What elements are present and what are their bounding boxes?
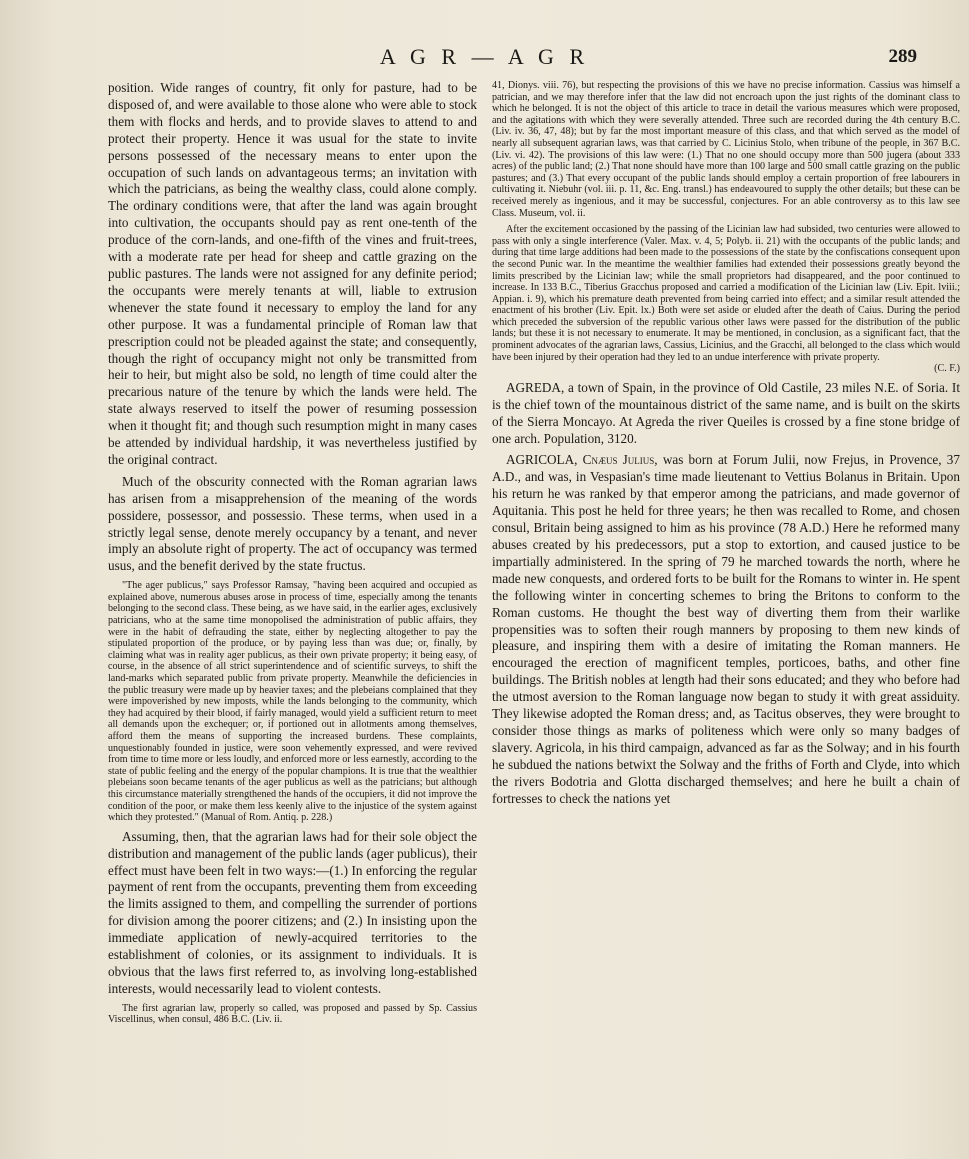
left-column xyxy=(108,80,477,1150)
entry-agricola xyxy=(492,452,960,807)
page-header xyxy=(0,44,969,74)
paragraph-excitement xyxy=(492,224,960,375)
entry-heading-agreda: AGREDA, xyxy=(506,379,565,395)
running-head: A G R — A G R xyxy=(379,44,590,69)
paragraph-possession: position. Wide ranges of country, fit only for pasture, had to be disposed of, and were available to those alone who were able to stock them with flocks and herds, and to provide slaves to attend to and protect their property. Hence it was usual for the state to invite persons possessed of the necessary means to enter upon the occupation of such lands on advantageous terms; an invitation with which the patricians, as being the wealthy class, could alone comply. The ordinary conditions were, that after the land was again brought into cultivation, the occupants should pay as rent one-tenth of the produce of the corn-lands, and one-fifth of the vines and fruit-trees, with a moderate rate per head for sheep and cattle grazing on the public pastures. The lands were not assigned for any definite period; the occupants were merely tenants at will, liable to extrusion whenever the state found it necessary to employ the land for any other purpose. It was a fundamental principle of Roman law that prescription could not be pleaded against the state; and consequently, though the right of occupancy might not only be transmitted from heir to heir, but might also be sold, no length of time could alter the precarious nature of the tenure by which the lands were held. The state always reserved to itself the power of resuming possession when it thought fit; and though such resumption might in many cases be attended by individual hardship, it was nevertheless justified by the original contract. xyxy=(108,80,477,467)
author-signature: (C. F.) xyxy=(934,363,960,375)
page-number: 289 xyxy=(888,46,917,67)
entry-heading-agricola: AGRICOLA, Cnæus Julius, xyxy=(506,452,658,468)
paragraph-assuming: Assuming, then, that the agrarian laws had for their sole object the distribution and management of the public lands (ager publicus), their effect must have been felt in two ways:—(1.) In enforcing the regular payment of rent from the occupants, preventing them from exceeding the limits assigned to them, and compelling the surrender of portions for division among the poorer citizens; and (2.) In insisting upon the immediate application of newly-acquired territories to the establishment of colonies, or its assignment to individuals. It is obvious that the laws first referred to, as involving long-established interests, would necessarily lead to violent contests. xyxy=(108,828,477,996)
paragraph-excitement-text: After the excitement occasioned by the passing of the Licinian law had subsided, two centuries were allowed to pass with only a single interference (Valer. Max. v. 4, 5; Polyb. ii. 21) with the occupants of the public lands; and during that time large additions had been made to the possessions of the state by the confiscations consequent upon the second Punic war. In the meantime the wealthier families had extended their possessions greatly beyond the limits prescribed by the Licinian law; while the small proprietors had disappeared, and the poor continued to increase. In 133 B.C., Tiberius Gracchus proposed and carried a modification of the Licinian law (Liv. Epit. lviii.; Appian. i. 9), which his premature death prevented from being carried into effect; and a similar result attended the enactment of his brother (Liv. Epit. lx.) Both were set aside or eluded after the death of Caius. During the period which preceded the subversion of the republic various other laws were passed for the distribution of the public lands; but these it is not necessary to enumerate. It may be mentioned, in conclusion, as a significant fact, that the prominent advocates of the agrarian laws, Cassius, Licinius, and the Gracchi, all belonged to the class which would have been injured by their operation had they led to an undue interference with private property. xyxy=(492,224,960,363)
paragraph-first-law: The first agrarian law, properly so called, was proposed and passed by Sp. Cassius Viscellinus, when consul, 486 B.C. (Liv. ii. xyxy=(108,1002,477,1026)
paragraph-obscurity: Much of the obscurity connected with the Roman agrarian laws has arisen from a misapprehension of the meaning of the words possidere, possessor, and possessio. These terms, when used in a strictly legal sense, denote merely occupancy by a tenant, and never imply an absolute right of property. The act of occupancy was termed usus, and the benefit derived by the state fructus. xyxy=(108,473,477,574)
entry-text-agreda: a town of Spain, in the province of Old Castile, 23 miles N.E. of Soria. It is the chief town of the mountainous district of the same name, and is built on the skirts of the Sierra Moncayo. At Agreda the river Queiles is crossed by a fine stone bridge of one arch. Population, 3120. xyxy=(492,379,960,446)
entry-agreda xyxy=(492,380,960,448)
paragraph-licinian: 41, Dionys. viii. 76), but respecting the provisions of this we have no precise information. Cassius was himself a patrician, and we may therefore infer that the law did not encroach upon the just rights of the dominant class to which he belonged. It is not the object of this article to trace in detail the various measures which were proposed, and the agitations with which they were severally attended. Three such are recorded during the 4th century B.C. (Liv. iv. 36, 47, 48); but by far the most important measure of this class, and that which served as the model of nearly all subsequent agrarian laws, was that carried by C. Licinius Stolo, when tribune of the people, in 367 B.C. (Liv. vi. 42). The provisions of this law were: (1.) That no one should occupy more than 500 jugera (about 333 acres) of the public land; (2.) That none should have more than 100 large and 500 small cattle grazing on the public pastures; and (3.) That every occupant of the public lands should employ a certain proportion of free labourers in cultivating it. Niebuhr (vol. iii. p. 11, &c. Eng. transl.) has endeavoured to supply the other details; but these can be received merely as ingenious, and it may be successful, conjectures. For an able controversy as to this law see Class. Museum, vol. ii. xyxy=(492,80,960,219)
right-column xyxy=(492,80,960,1150)
entry-text-agricola: was born at Forum Julii, now Frejus, in Provence, 37 A.D., and was, in Vespasian's time made lieutenant to Vettius Bolanus in Britain. Upon his return he was ranked by that emperor among the patricians, and made governor of Aquitania. This post he held for three years; he then was recalled to Rome, and chosen consul, Britain being assigned to him as his province (78 A.D.) Here he reformed many abuses created by his predecessors, put a stop to extortion, and caused justice to be impartially administered. In the spring of 79 he marched towards the north, where he made new conquests, and ordered forts to be built for the Romans to winter in. He spent the following winter in concerting schemes to bring the Britons to conform to the Roman customs. He thought the best way of diverting them from their warlike propensities was to soften their rough manners by proposing to them new kinds of pleasure, and inspiring them with a desire of imitating the Roman manners. He encouraged the erection of magnificent temples, porticoes, baths, and other fine buildings. The British nobles at length had their sons educated; and they who before had the utmost aversion to the Roman language now began to study it with great assiduity. They likewise adopted the Roman dress; and, as Tacitus observes, they were brought to consider those things as marks of politeness which were only so many badges of slavery. Agricola, in his third campaign, advanced as far as the Solway; and in his fourth he subdued the nations betwixt the Solway and the friths of Forth and Clyde, into which the rivers Bodotria and Glotta discharged themselves; and here he built a chain of fortresses to check the nations yet xyxy=(492,452,960,806)
quote-ramsay: "The ager publicus," says Professor Ramsay, "having been acquired and occupied as explained above, numerous abuses arose in process of time, especially among the tenants belonging to the second class. These being, as we have said, in the earlier ages, exclusively patricians, who at the same time monopolised the administration of public affairs, they were in the habit of defrauding the state, either by neglecting altogether to pay the stipulated proportion of the produce, or by paying less than was due; or, finally, by claiming what was in reality ager publicus, as their own private property; it being easy, of course, in the absence of all strict superintendence and of scientific surveys, to shift the land-marks which separated public from private property. Meanwhile the deficiencies in the public treasury were made up by heavier taxes; and the plebeians complained that they were impoverished by new imposts, while the lands belonging to the community, which they had acquired by their blood, if fairly managed, would yield a sufficient return to meet all demands upon the exchequer; or, if portioned out in allotments among themselves, afford them the means of supporting the increased burdens. These complaints, unquestionably founded in justice, were soon vehemently expressed, and were revived from time to time more or less loudly, and enforced more or less earnestly, according to the state of public feeling and the energy of the popular champions. It is true that the wealthier plebeians soon became tenants of the ager publicus as well as the patricians; but although this circumstance materially strengthened the hands of the occupiers, it did not improve the condition of the poor, or make them less keenly alive to the injustice of the system against which they protested." (Manual of Rom. Antiq. p. 228.) xyxy=(108,580,477,824)
